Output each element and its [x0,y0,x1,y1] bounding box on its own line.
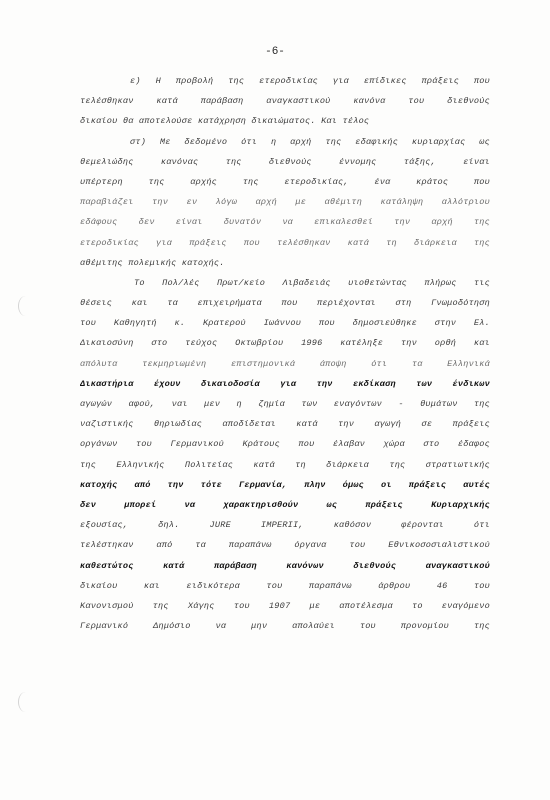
punch-hole-mark [18,692,33,712]
text-line: Κανονισμού της Χάγης του 1907 με αποτέλεσμα το εναγόμενο [80,600,490,611]
text-line: εξουσίας, δηλ. JURE IMPERII, καθόσον φέρονται ότι [80,520,490,531]
text-line: παραβιάζει την εν λόγω αρχή με αθέμιτη κατάληψη αλλότριου [80,197,490,208]
text-line: οργάνων του Γερμανικού Κράτους που έλαβαν χώρα στο έδαφος [80,439,490,450]
body-text [80,71,490,636]
text-line: ε) Η προβολή της ετεροδικίας για επίδικες πράξεις που [130,76,490,86]
text-line: Δικαιοσύνη στο τεύχος Οκτωβρίου 1996 κατέληξε την ορθή και [80,338,490,349]
text-line: δεν μπορεί να χαρακτηρισθούν ως πράξεις Κυριαρχικής [80,499,490,510]
text-line: τελέστηκαν από τα παραπάνω όργανα του Εθνικοσοσιαλιστικού [80,540,490,551]
text-line: ετεροδικίας για πράξεις που τελέσθηκαν κατά τη διάρκεια της [80,237,490,248]
page-number: -6- [265,46,285,58]
text-line: ναζιστικής θηριωδίας αποδίδεται κατά την αγωγή σε πράξεις [80,419,490,430]
text-line: δικαίου θα αποτελούσε κατάχρηση δικαιώματος. Και τέλος [80,116,370,127]
text-line: δικαίου και ειδικότερα του παραπάνω άρθρου 46 του [80,580,490,591]
text-line: Το Πολ/λές Πρωτ/κείο Λιβαδειάς υιοθετώντας πλήρως τις [134,277,490,288]
text-line: του Καθηγητή κ. Κρατερού Ιωάννου που δημοσιεύθηκε στην Ελ. [80,318,490,329]
text-line: στ) Με δεδομένο ότι η αρχή της εδαφικής κυριαρχίας ως [130,136,490,147]
text-line: κατοχής από την τότε Γερμανία, πλην όμως οι πράξεις αυτές [80,479,490,490]
text-line: απόλυτα τεκμηριωμένη επιστημονικά άποψη ότι τα Ελληνικά [80,358,490,369]
punch-hole-mark [18,296,33,316]
text-line: εδάφους δεν είναι δυνατόν να επικαλεσθεί την αρχή της [80,217,490,228]
text-line: της Ελληνικής Πολιτείας κατά τη διάρκεια της στρατιωτικής [80,459,490,470]
text-line: Γερμανικό Δημόσιο να μην απολαύει του προνομίου της [80,621,490,632]
text-line: τελέσθηκαν κατά παράβαση αναγκαστικού κανόνα του διεθνούς [80,96,490,107]
text-line: υπέρτερη της αρχής της ετεροδικίας, ένα κράτος που [80,176,490,187]
text-line: θέσεις και τα επιχειρήματα που περιέχονται στη Γνωμοδότηση [80,298,490,309]
text-line: θεμελιώδης κανόνας της διεθνούς έννομης τάξης, είναι [80,156,490,167]
text-line: αγωγών αφού, ναι μεν η ζημία των εναγόντων - θυμάτων της [80,399,490,409]
text-line: Δικαστήρια έχουν δικαιοδοσία για την εκδίκαση των ένδικων [80,378,490,389]
text-line: αθέμιτης πολεμικής κατοχής. [80,257,225,268]
text-line: καθεστώτος κατά παράβαση κανόνων διεθνούς αναγκαστικού [80,560,490,571]
